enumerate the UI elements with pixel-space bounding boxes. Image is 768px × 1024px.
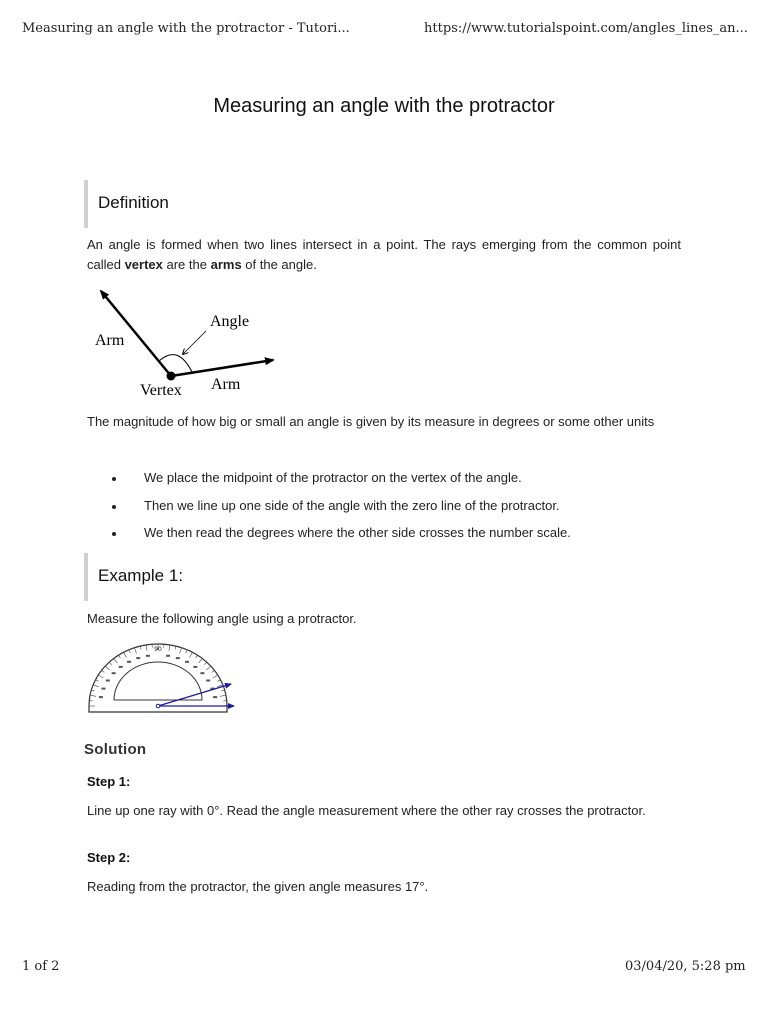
- list-item-text: Then we line up one side of the angle with the zero line of the protractor.: [144, 497, 560, 513]
- example-paragraph: Measure the following angle using a protractor.: [87, 611, 357, 626]
- protractor-diagram: [86, 640, 238, 716]
- vertex-point: [167, 372, 176, 381]
- protractor-body: [89, 644, 227, 712]
- definition-text-part2: are the: [162, 257, 211, 272]
- bullet-icon: [112, 505, 116, 509]
- protractor-tick-label-mark: [102, 688, 106, 690]
- example-heading: Example 1:: [98, 566, 184, 585]
- protractor-tick-label-mark: [166, 655, 170, 657]
- arm-left-label: Arm: [95, 332, 125, 349]
- definition-text-part3: of the angle.: [241, 257, 317, 272]
- protractor-90-label: 90: [154, 646, 162, 653]
- angle-pointer: [183, 331, 206, 354]
- example-section-header: [84, 553, 388, 601]
- protractor-tick-label-mark: [99, 696, 103, 698]
- arms-term: arms: [210, 257, 242, 272]
- list-item-text: We then read the degrees where the other side crosses the number scale.: [144, 525, 571, 540]
- protractor-tick-label-mark: [213, 696, 217, 698]
- list-item: [108, 470, 571, 498]
- step2-paragraph: Reading from the protractor, the given angle measures 17°.: [87, 879, 429, 894]
- step1-label: Step 1:: [87, 774, 131, 789]
- definition-heading: Definition: [98, 193, 169, 212]
- angle-diagram: [88, 282, 288, 404]
- protractor-tick-label-mark: [176, 657, 180, 659]
- browser-page-title: Measuring an angle with the protractor - Tutori...: [22, 21, 350, 36]
- definition-text-part1: An angle is formed when two lines intersect in a point. The rays emerging from the common point called: [87, 237, 681, 272]
- arm-right-label: Arm: [211, 376, 241, 393]
- magnitude-paragraph: The magnitude of how big or small an angle is given by its measure in degrees or some other units: [87, 414, 655, 429]
- definition-paragraph: [87, 235, 681, 275]
- protractor-tick-label-mark: [193, 666, 197, 668]
- angle-label: Angle: [210, 313, 250, 330]
- print-datetime: 03/04/20, 5:28 pm: [625, 959, 746, 974]
- bullet-icon: [112, 532, 116, 536]
- step1-paragraph: Line up one ray with 0°. Read the angle measurement where the other ray crosses the protractor.: [87, 803, 646, 818]
- list-item: [108, 498, 571, 526]
- vertex-term: vertex: [124, 257, 163, 272]
- steps-list: [108, 470, 571, 553]
- list-item: [108, 525, 571, 553]
- page-count: 1 of 2: [22, 959, 60, 974]
- bullet-icon: [112, 477, 116, 481]
- protractor-tick-label-mark: [119, 666, 123, 668]
- protractor-center-point: [156, 704, 160, 708]
- protractor-tick-label-mark: [106, 680, 110, 682]
- step2-label: Step 2:: [87, 850, 131, 865]
- protractor-tick-label-mark: [112, 672, 116, 674]
- vertex-label: Vertex: [140, 382, 182, 399]
- solution-heading: Solution: [84, 741, 147, 758]
- protractor-tick-label-mark: [146, 655, 150, 657]
- protractor-tick-label-mark: [127, 661, 131, 663]
- definition-section-header: [84, 180, 388, 228]
- protractor-tick-label-mark: [206, 680, 210, 682]
- protractor-tick-label-mark: [136, 657, 140, 659]
- page-title: Measuring an angle with the protractor: [213, 95, 555, 117]
- protractor-tick-label-mark: [200, 672, 204, 674]
- protractor-tick-label-mark: [185, 661, 189, 663]
- list-item-text: We place the midpoint of the protractor on the vertex of the angle.: [144, 470, 522, 485]
- browser-url[interactable]: https://www.tutorialspoint.com/angles_lines_an...: [424, 21, 748, 36]
